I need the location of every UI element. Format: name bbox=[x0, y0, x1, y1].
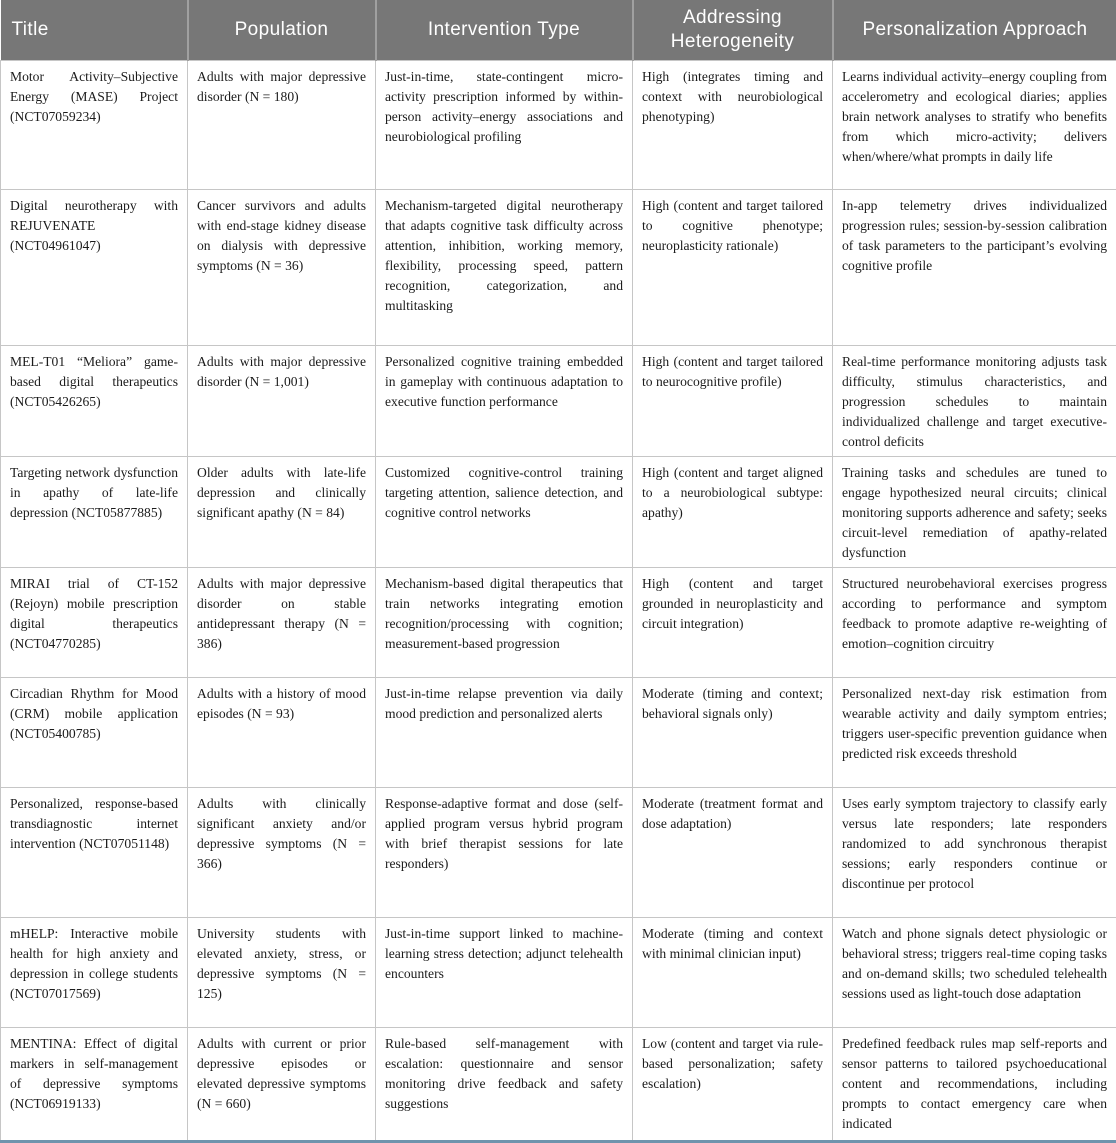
cell-personalization: Structured neurobehavioral exercises progress according to performance and symptom feedback to promote adaptive re-weighting of emotion–cognition circuitry bbox=[833, 567, 1116, 677]
cell-intervention: Just-in-time, state-contingent micro-activity prescription informed by within-person activity–energy associations and neurobiological profiling bbox=[376, 60, 633, 189]
cell-title: Circadian Rhythm for Mood (CRM) mobile application (NCT05400785) bbox=[1, 677, 188, 787]
cell-intervention: Rule-based self-management with escalation: questionnaire and sensor monitoring drive feedback and safety suggestions bbox=[376, 1027, 633, 1141]
cell-heterogeneity: High (integrates timing and context with neurobiological phenotyping) bbox=[633, 60, 833, 189]
cell-heterogeneity: Moderate (timing and context; behavioral signals only) bbox=[633, 677, 833, 787]
cell-title: MENTINA: Effect of digital markers in self-management of depressive symptoms (NCT06919133) bbox=[1, 1027, 188, 1141]
cell-heterogeneity: Moderate (treatment format and dose adaptation) bbox=[633, 787, 833, 917]
cell-personalization: Predefined feedback rules map self-reports and sensor patterns to tailored psychoeducational content and recommendations, including prompts to contact emergency care when indicated bbox=[833, 1027, 1116, 1141]
cell-title: mHELP: Interactive mobile health for high anxiety and depression in college students (NCT07017569) bbox=[1, 917, 188, 1027]
cell-personalization: Training tasks and schedules are tuned to engage hypothesized neural circuits; clinical monitoring supports adherence and safety; seeks circuit-level remediation of apathy-related dysfunction bbox=[833, 456, 1116, 567]
cell-personalization: Real-time performance monitoring adjusts task difficulty, stimulus characteristics, and progression schedules to maintain individualized challenge and target executive-control deficits bbox=[833, 345, 1116, 456]
cell-title: MIRAI trial of CT-152 (Rejoyn) mobile prescription digital therapeutics (NCT04770285) bbox=[1, 567, 188, 677]
header-row bbox=[1, 0, 1116, 60]
cell-intervention: Response-adaptive format and dose (self-applied program versus hybrid program with brief therapist sessions for late responders) bbox=[376, 787, 633, 917]
cell-title: Targeting network dysfunction in apathy of late-life depression (NCT05877885) bbox=[1, 456, 188, 567]
cell-personalization: Learns individual activity–energy coupling from accelerometry and ecological diaries; applies brain network analyses to stratify who benefits from which micro-activity; delivers when/where/what prompts in daily life bbox=[833, 60, 1116, 189]
table-row bbox=[1, 189, 1116, 345]
cell-heterogeneity: High (content and target grounded in neuroplasticity and circuit integration) bbox=[633, 567, 833, 677]
table-row bbox=[1, 345, 1116, 456]
cell-title: MEL-T01 “Meliora” game-based digital therapeutics (NCT05426265) bbox=[1, 345, 188, 456]
cell-intervention: Personalized cognitive training embedded in gameplay with continuous adaptation to executive function performance bbox=[376, 345, 633, 456]
cell-population: Adults with clinically significant anxiety and/or depressive symptoms (N = 366) bbox=[188, 787, 376, 917]
cell-intervention: Just-in-time support linked to machine-learning stress detection; adjunct telehealth encounters bbox=[376, 917, 633, 1027]
cell-population: Older adults with late-life depression and clinically significant apathy (N = 84) bbox=[188, 456, 376, 567]
table-row bbox=[1, 60, 1116, 189]
cell-title: Motor Activity–Subjective Energy (MASE) Project (NCT07059234) bbox=[1, 60, 188, 189]
cell-heterogeneity: High (content and target tailored to cognitive phenotype; neuroplasticity rationale) bbox=[633, 189, 833, 345]
table-row bbox=[1, 787, 1116, 917]
cell-heterogeneity: High (content and target tailored to neurocognitive profile) bbox=[633, 345, 833, 456]
cell-personalization: In-app telemetry drives individualized progression rules; session-by-session calibration of task parameters to the participant’s evolving cognitive profile bbox=[833, 189, 1116, 345]
table-row bbox=[1, 677, 1116, 787]
cell-population: Adults with major depressive disorder on stable antidepressant therapy (N = 386) bbox=[188, 567, 376, 677]
cell-intervention: Mechanism-targeted digital neurotherapy that adapts cognitive task difficulty across attention, inhibition, working memory, flexibility, processing speed, pattern recognition, categorization, and multitasking bbox=[376, 189, 633, 345]
cell-population: Adults with current or prior depressive episodes or elevated depressive symptoms (N = 660) bbox=[188, 1027, 376, 1141]
cell-personalization: Personalized next-day risk estimation from wearable activity and daily symptom entries; triggers user-specific prevention guidance when predicted risk exceeds threshold bbox=[833, 677, 1116, 787]
table-row bbox=[1, 1027, 1116, 1141]
cell-population: Cancer survivors and adults with end-stage kidney disease on dialysis with depressive symptoms (N = 36) bbox=[188, 189, 376, 345]
cell-population: Adults with a history of mood episodes (N = 93) bbox=[188, 677, 376, 787]
column-header-intervention-type: Intervention Type bbox=[376, 0, 633, 60]
table-body bbox=[1, 60, 1116, 1141]
cell-population: Adults with major depressive disorder (N = 180) bbox=[188, 60, 376, 189]
cell-title: Digital neurotherapy with REJUVENATE (NCT04961047) bbox=[1, 189, 188, 345]
cell-population: Adults with major depressive disorder (N = 1,001) bbox=[188, 345, 376, 456]
table-header bbox=[1, 0, 1116, 60]
cell-heterogeneity: High (content and target aligned to a neurobiological subtype: apathy) bbox=[633, 456, 833, 567]
cell-personalization: Watch and phone signals detect physiologic or behavioral stress; triggers real-time coping tasks and on-demand skills; two scheduled telehealth sessions used as light-touch dose adaptation bbox=[833, 917, 1116, 1027]
cell-intervention: Mechanism-based digital therapeutics that train networks integrating emotion recognition/processing with cognition; measurement-based progression bbox=[376, 567, 633, 677]
column-header-addressing-heterogeneity: Addressing Heterogeneity bbox=[633, 0, 833, 60]
cell-title: Personalized, response-based transdiagnostic internet intervention (NCT07051148) bbox=[1, 787, 188, 917]
column-header-population: Population bbox=[188, 0, 376, 60]
table-row bbox=[1, 567, 1116, 677]
cell-intervention: Just-in-time relapse prevention via daily mood prediction and personalized alerts bbox=[376, 677, 633, 787]
cell-heterogeneity: Moderate (timing and context with minimal clinician input) bbox=[633, 917, 833, 1027]
cell-population: University students with elevated anxiety, stress, or depressive symptoms (N = 125) bbox=[188, 917, 376, 1027]
cell-heterogeneity: Low (content and target via rule-based personalization; safety escalation) bbox=[633, 1027, 833, 1141]
column-header-personalization-approach: Personalization Approach bbox=[833, 0, 1116, 60]
table-row bbox=[1, 456, 1116, 567]
cell-personalization: Uses early symptom trajectory to classify early versus late responders; late responders randomized to add synchronous therapist sessions; early responders continue or discontinue per protocol bbox=[833, 787, 1116, 917]
cell-intervention: Customized cognitive-control training targeting attention, salience detection, and cognitive control networks bbox=[376, 456, 633, 567]
table-row bbox=[1, 917, 1116, 1027]
column-header-title: Title bbox=[1, 0, 188, 60]
